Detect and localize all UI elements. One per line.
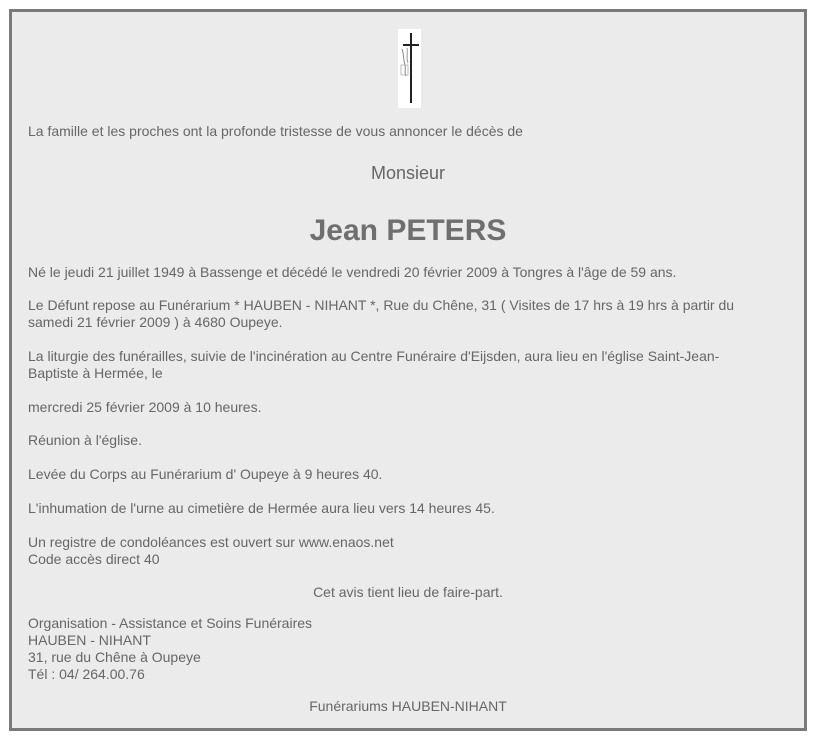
register-text-line2: Code accès direct 40 <box>28 551 160 567</box>
obituary-card <box>9 9 807 731</box>
repose-text-line2: samedi 21 février 2009 ) à 4680 Oupeye. <box>28 314 283 330</box>
liturgy-text-line1: La liturgie des funérailles, suivie de l'incinération au Centre Funéraire d'Eijsden, aura lieu en l'église Saint-Jean- <box>28 348 720 364</box>
birth-death-text: Né le jeudi 21 juillet 1949 à Bassenge et décédé le vendredi 20 février 2009 à Tongres à l'âge de 59 ans. <box>28 264 677 280</box>
organisation-line3: 31, rue du Chêne à Oupeye <box>28 649 201 665</box>
liturgy-text-line2: Baptiste à Hermée, le <box>28 365 163 381</box>
footer-text: Funérariums HAUBEN-NIHANT <box>309 698 507 714</box>
organisation-phone: Tél : 04/ 264.00.76 <box>28 666 145 682</box>
organisation-line1: Organisation - Assistance et Soins Funéraires <box>28 615 313 631</box>
organisation-line2: HAUBEN - NIHANT <box>28 632 151 648</box>
faire-part-text: Cet avis tient lieu de faire-part. <box>313 584 503 600</box>
intro-text: La famille et les proches ont la profonde tristesse de vous annoncer le décès de <box>28 123 523 139</box>
honorific: Monsieur <box>370 163 446 183</box>
burial-text: L'inhumation de l'urne au cimetière de Hermée aura lieu vers 14 heures 45. <box>28 500 495 516</box>
levee-text: Levée du Corps au Funérarium d' Oupeye à 9 heures 40. <box>28 466 383 482</box>
deceased-name: Jean PETERS <box>309 214 507 247</box>
register-text-line1: Un registre de condoléances est ouvert sur www.enaos.net <box>28 534 394 550</box>
cross-icon <box>398 29 421 108</box>
meeting-text: Réunion à l'église. <box>28 432 142 448</box>
repose-text-line1: Le Défunt repose au Funérarium * HAUBEN - NIHANT *, Rue du Chêne, 31 ( Visites de 17 hrs à 19 hrs à partir du <box>28 297 735 313</box>
ceremony-date: mercredi 25 février 2009 à 10 heures. <box>28 399 262 415</box>
